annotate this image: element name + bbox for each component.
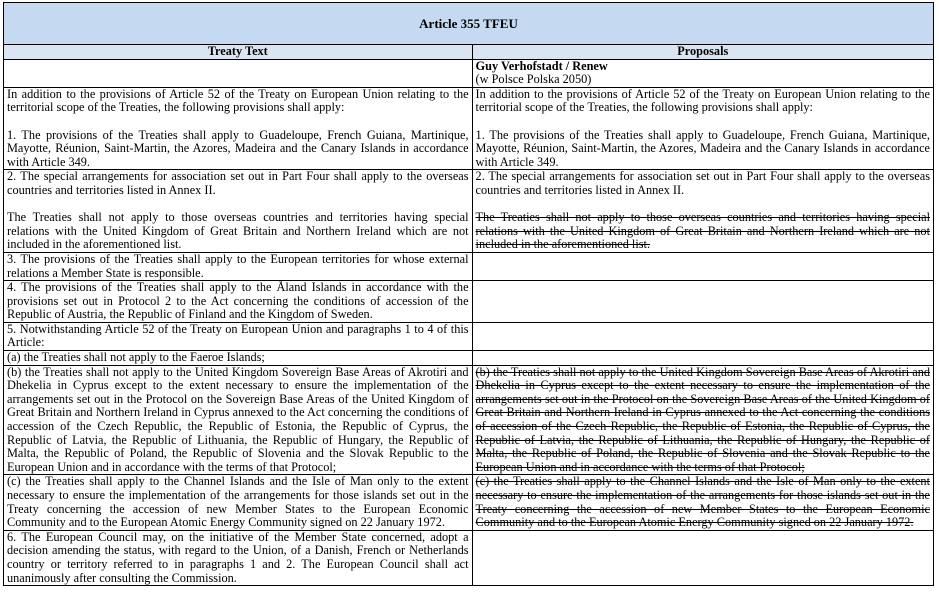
comparison-table xyxy=(3,2,934,586)
table-row xyxy=(4,530,934,585)
treaty-cell xyxy=(4,475,473,530)
proposal-affiliation: (w Polsce Polska 2050) xyxy=(475,72,592,87)
table-row xyxy=(4,87,934,170)
proposal-deleted-paragraph: (b) the Treaties shall not apply to the United Kingdom Sovereign Base Areas of Akrotiri and Dhekelia in Cyprus except to the extent necessary to ensure the implementation of the arrangements set out in the Protocol on the Sovereign Base Areas of the United Kingdom of Great Britain and Northern Ireland in Cyprus annexed to the Act concerning the conditions of accession of the Czech Republic, the Republic of Estonia, the Republic of Cyprus, the Republic of Latvia, the Republic of Lithuania, the Republic of Hungary, the Republic of Malta, the Republic of Poland, the Republic of Slovenia and the Slovak Republic to the European Union and in accordance with the terms of that Protocol; xyxy=(475,364,930,474)
proposal-author-row xyxy=(4,59,934,87)
proposal-cell xyxy=(472,530,933,585)
table-row xyxy=(4,475,934,530)
treaty-paragraph: 2. The special arrangements for association set out in Part Four shall apply to the overseas countries and territories listed in Annex II. xyxy=(7,169,469,197)
treaty-cell xyxy=(4,252,473,280)
treaty-paragraph: In addition to the provisions of Article 52 of the Treaty on European Union relating to the territorial scope of the Treaties, the following provisions shall apply: xyxy=(7,86,469,115)
proposal-cell xyxy=(472,281,933,323)
proposal-cell xyxy=(472,252,933,280)
article-title: Article 355 TFEU xyxy=(4,3,934,45)
treaty-paragraph: 4. The provisions of the Treaties shall apply to the Åland Islands in accordance with the provisions set out in Protocol 2 to the Act concerning the conditions of accession of the Republic of Austria, the Republic of Finland and the Kingdom of Sweden. xyxy=(7,280,469,322)
treaty-paragraph: 1. The provisions of the Treaties shall apply to Guadeloupe, French Guiana, Martinique, Mayotte, Réunion, Saint-Martin, the Azores, Madeira and the Canary Islands in accordance with Article 349. xyxy=(7,127,469,169)
proposal-cell xyxy=(472,475,933,530)
table-row xyxy=(4,322,934,350)
treaty-paragraph: (c) the Treaties shall apply to the Channel Islands and the Isle of Man only to the extent necessary to ensure the implementation of the arrangements for those islands set out in the Treaty concerning the accession of new Member States to the European Economic Community and to the European Atomic Energy Community signed on 22 January 1972. xyxy=(7,474,469,530)
table-row xyxy=(4,252,934,280)
proposal-paragraph: In addition to the provisions of Article 52 of the Treaty on European Union relating to the territorial scope of the Treaties, the following provisions shall apply: xyxy=(475,86,930,115)
treaty-paragraph: 3. The provisions of the Treaties shall apply to the European territories for whose external relations a Member State is responsible. xyxy=(7,251,469,280)
proposal-deleted-paragraph: The Treaties shall not apply to those overseas countries and territories having special relations with the United Kingdom of Great Britain and Northern Ireland which are not included in the aforementioned list. xyxy=(475,210,930,252)
proposal-cell xyxy=(472,170,933,253)
treaty-paragraph: (a) the Treaties shall not apply to the Faeroe Islands; xyxy=(7,350,265,365)
treaty-text-header: Treaty Text xyxy=(4,45,473,60)
treaty-paragraph: The Treaties shall not apply to those overseas countries and territories having special relations with the United Kingdom of Great Britain and Northern Ireland which are not included in the aforementioned list. xyxy=(7,210,469,252)
proposal-deleted-paragraph: (c) the Treaties shall apply to the Channel Islands and the Isle of Man only to the extent necessary to ensure the implementation of the arrangements for those islands set out in the Treaty concerning the accession of new Member States to the European Economic Community and to the European Atomic Energy Community signed on 22 January 1972. xyxy=(475,474,930,530)
treaty-paragraph: (b) the Treaties shall not apply to the United Kingdom Sovereign Base Areas of Akrotiri and Dhekelia in Cyprus except to the extent necessary to ensure the implementation of the arrangements set out in the Protocol on the Sovereign Base Areas of the United Kingdom of Great Britain and Northern Ireland in Cyprus annexed to the Act concerning the conditions of accession of the Czech Republic, the Republic of Estonia, the Republic of Cyprus, the Republic of Latvia, the Republic of Lithuania, the Republic of Hungary, the Republic of Malta, the Republic of Poland, the Republic of Slovenia and the Slovak Republic to the European Union and in accordance with the terms of that Protocol; xyxy=(7,364,469,474)
treaty-cell xyxy=(4,87,473,170)
treaty-cell xyxy=(4,351,473,366)
proposal-author: Guy Verhofstadt / Renew xyxy=(475,58,608,73)
table-row xyxy=(4,365,934,475)
treaty-cell xyxy=(4,281,473,323)
proposal-cell xyxy=(472,365,933,475)
treaty-paragraph: 6. The European Council may, on the initiative of the Member State concerned, adopt a decision amending the status, with regard to the Union, of a Danish, French or Netherlands country or territory referred to in paragraphs 1 and 2. The European Council shall act unanimously after consulting the Commission. xyxy=(7,529,469,585)
treaty-cell xyxy=(4,170,473,253)
proposal-paragraph: 1. The provisions of the Treaties shall apply to Guadeloupe, French Guiana, Martinique, Mayotte, Réunion, Saint-Martin, the Azores, Madeira and the Canary Islands in accordance with Article 349. xyxy=(475,127,930,169)
document-page xyxy=(3,2,934,586)
proposals-header: Proposals xyxy=(472,45,933,60)
treaty-cell xyxy=(4,530,473,585)
treaty-cell xyxy=(4,322,473,350)
proposal-paragraph: 2. The special arrangements for association set out in Part Four shall apply to the overseas countries and territories listed in Annex II. xyxy=(475,169,930,197)
table-row xyxy=(4,170,934,253)
empty-cell xyxy=(4,59,473,87)
proposal-cell xyxy=(472,351,933,366)
title-row xyxy=(4,3,934,45)
treaty-cell xyxy=(4,365,473,475)
proposal-author-cell xyxy=(472,59,933,87)
column-header-row xyxy=(4,45,934,60)
proposal-cell xyxy=(472,322,933,350)
table-row xyxy=(4,281,934,323)
proposal-cell xyxy=(472,87,933,170)
table-row xyxy=(4,351,934,366)
treaty-paragraph: 5. Notwithstanding Article 52 of the Treaty on European Union and paragraphs 1 to 4 of this Article: xyxy=(7,321,469,350)
